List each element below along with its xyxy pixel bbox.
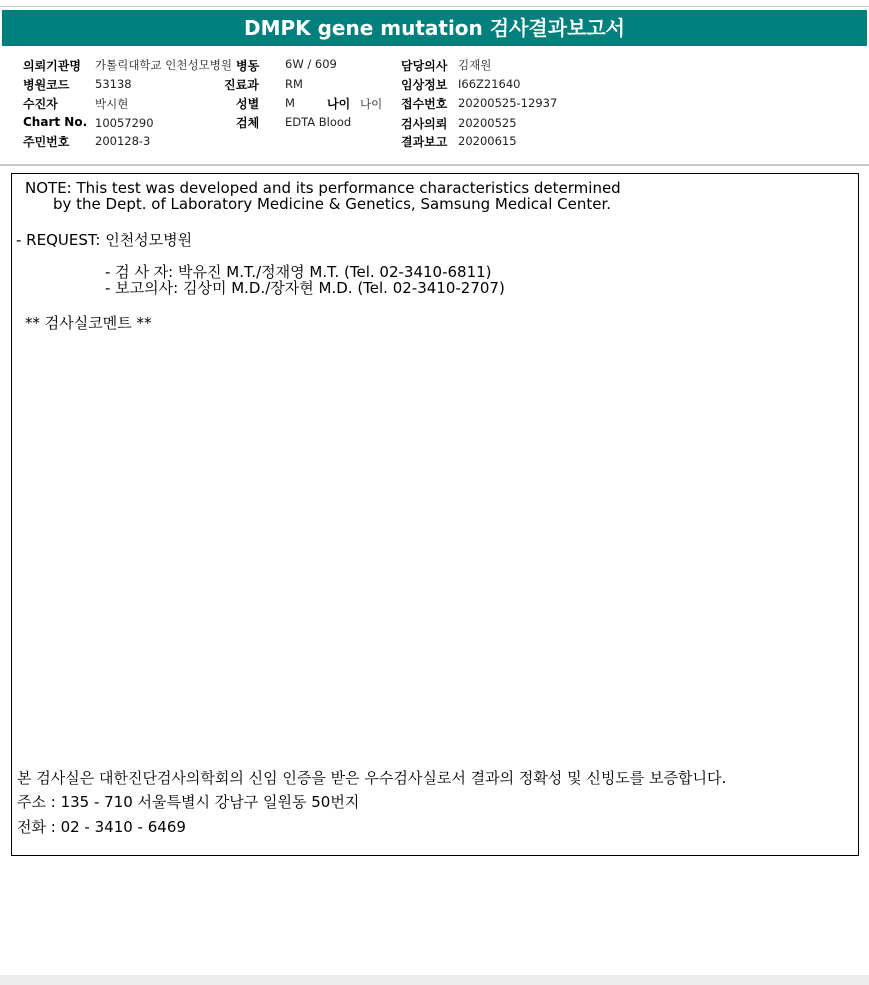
chart-no-label: Chart No. [23,115,88,129]
note-line-1: NOTE: This test was developed and its performance characteristics determined [25,179,621,197]
department-label: 진료과 [224,78,259,92]
receipt-no-value: 20200525-12937 [458,96,558,110]
patient-info-section [0,48,869,164]
doctor-label: 담당의사 [401,59,448,73]
hospital-code-value: 53138 [95,77,132,91]
clinical-info-value: I66Z21640 [458,77,521,91]
chart-no-value: 10057290 [95,116,154,130]
reporter-line: - 보고의사: 김상미 M.D./장자현 M.D. (Tel. 02-3410-2707) [105,279,505,297]
page-title: DMPK gene mutation 검사결과보고서 [2,10,867,46]
resident-no-value: 200128-3 [95,134,151,148]
receipt-no-label: 접수번호 [401,97,448,111]
top-divider [0,6,869,7]
phone-line: 전화 : 02 - 3410 - 6469 [17,818,186,836]
test-request-label: 검사의뢰 [401,117,448,131]
result-report-value: 20200615 [458,134,517,148]
examiner-line: - 검 사 자: 박유진 M.T./정재영 M.T. (Tel. 02-3410-6811) [105,263,492,281]
sex-value: M [285,96,295,110]
request-line: - REQUEST: 인천성모병원 [16,231,193,249]
note-line-2: by the Dept. of Laboratory Medicine & Genetics, Samsung Medical Center. [53,195,612,213]
sex-label: 성별 [236,97,260,111]
institution-value: 가톨릭대학교 인천성모병원 [95,58,232,72]
ward-value: 6W / 609 [285,57,337,71]
result-report-label: 결과보고 [401,135,448,149]
ward-label: 병동 [236,59,260,73]
certification-statement: 본 검사실은 대한진단검사의학회의 신임 인증을 받은 우수검사실로서 결과의 정확성 및 신빙도를 보증합니다. [17,769,727,787]
patient-value: 박시현 [95,97,129,111]
resident-no-label: 주민번호 [23,135,70,149]
section-divider [0,164,869,166]
comment-heading: ** 검사실코멘트 ** [25,314,152,332]
age-value: 나이 [360,97,383,111]
department-value: RM [285,77,303,91]
report-body [11,173,859,856]
hospital-code-label: 병원코드 [23,78,70,92]
test-request-value: 20200525 [458,116,517,130]
address-line: 주소 : 135 - 710 서울특별시 강남구 일원동 50번지 [17,793,360,811]
institution-label: 의뢰기관명 [23,59,81,73]
specimen-label: 검체 [236,116,260,130]
age-label: 나이 [327,97,351,111]
specimen-value: EDTA Blood [285,115,352,129]
bottom-strip [0,975,869,985]
patient-label: 수진자 [23,97,58,111]
clinical-info-label: 임상정보 [401,78,448,92]
doctor-value: 김재원 [458,58,492,72]
